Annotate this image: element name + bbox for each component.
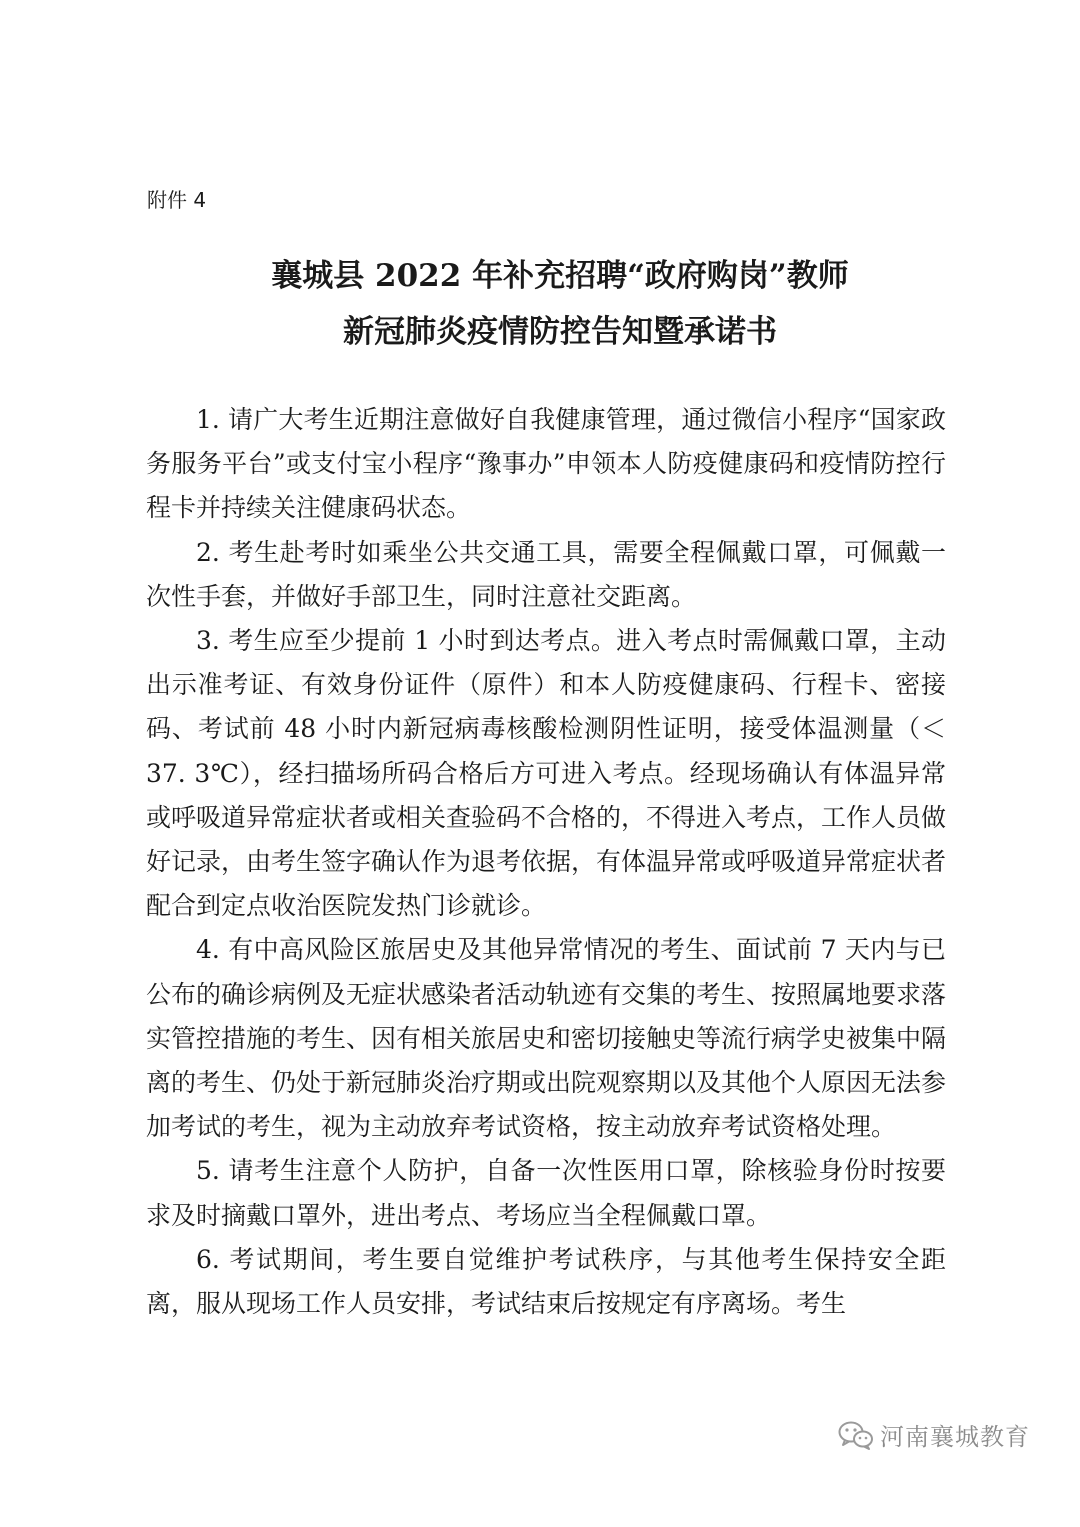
document-body [146, 398, 946, 1326]
paragraph-5: 5. 请考生注意个人防护，自备一次性医用口罩，除核验身份时按要求及时摘戴口罩外，进出考点、考场应当全程佩戴口罩。 [146, 1156, 946, 1230]
document-title-line-1: 襄城县 2022 年补充招聘“政府购岗”教师 [271, 258, 849, 294]
document-title-line-2: 新冠肺炎疫情防控告知暨承诺书 [343, 314, 777, 350]
paragraph-4: 4. 有中高风险区旅居史及其他异常情况的考生、面试前 7 天内与已公布的确诊病例及无症状感染者活动轨迹有交集的考生、按照属地要求落实管控措施的考生、因有相关旅居史和密切接触史等流行病学史被集中隔离的考生、仍处于新冠肺炎治疗期或出院观察期以及其他个人原因无法参加考试的考生，视为主动放弃考试资格，按主动放弃考试资格处理。 [146, 935, 947, 1142]
attachment-label: 附件 4 [147, 188, 207, 212]
paragraph-1: 1. 请广大考生近期注意做好自我健康管理，通过微信小程序“国家政务服务平台”或支付宝小程序“豫事办”申领本人防疫健康码和疫情防控行程卡并持续关注健康码状态。 [146, 405, 946, 523]
watermark-text: 河南襄城教育 [880, 1423, 1030, 1451]
paragraph-2: 2. 考生赴考时如乘坐公共交通工具，需要全程佩戴口罩，可佩戴一次性手套，并做好手部卫生，同时注意社交距离。 [146, 537, 946, 611]
paragraph-6: 6. 考试期间，考生要自觉维护考试秩序，与其他考生保持安全距离，服从现场工作人员安排，考试结束后按规定有序离场。考生 [146, 1244, 946, 1319]
paragraph-3: 3. 考生应至少提前 1 小时到达考点。进入考点时需佩戴口罩，主动出示准考证、有效身份证件（原件）和本人防疫健康码、行程卡、密接码、考试前 48 小时内新冠病毒核酸检测阴性证明，接受体温测量（＜37. 3℃），经扫描场所码合格后方可进入考点。经现场确认有体温异常或呼吸道异常症状者或相关查验码不合格的，不得进入考点，工作人员做好记录，由考生签字确认作为退考依据，有体温异常或呼吸道异常症状者配合到定点收治医院发热门诊就诊。 [146, 626, 947, 921]
wechat-icon [838, 1420, 874, 1450]
watermark [838, 1417, 1030, 1452]
